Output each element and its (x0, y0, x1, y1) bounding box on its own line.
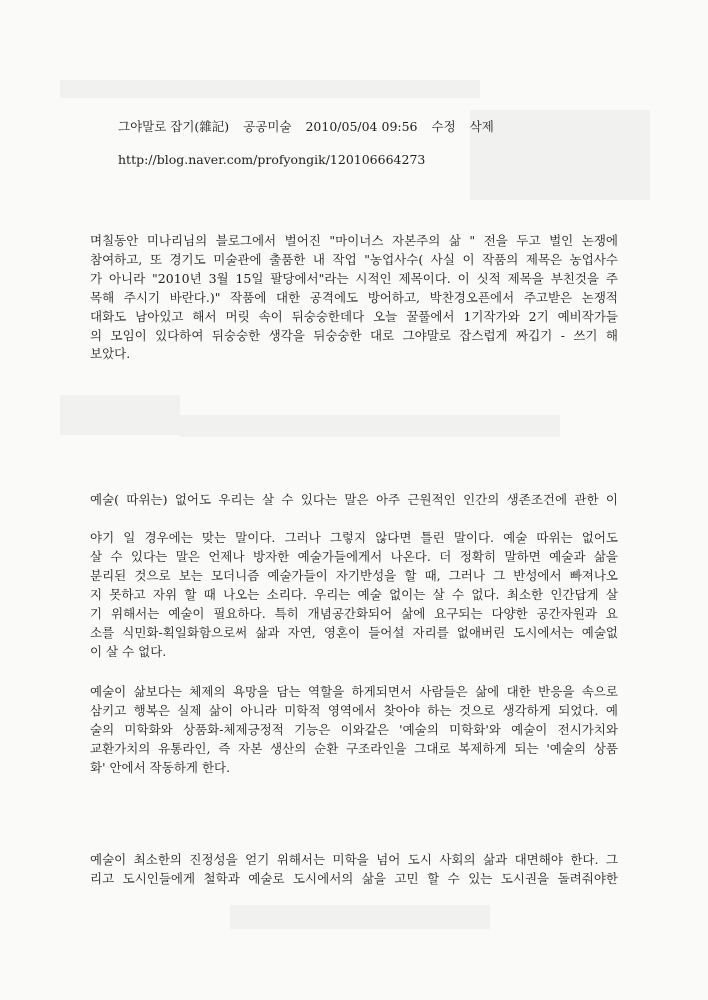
paragraph-1-line: 목해 주시기 바란다.)" 작품에 대한 공격에도 방어하고, 박찬경오픈에서 주고받은 논쟁적 (90, 290, 618, 305)
post-datetime: 2010/05/04 09:56 (305, 119, 418, 134)
edit-link[interactable]: 수정 (431, 119, 456, 134)
post-meta (118, 117, 504, 135)
paragraph-2-line: 이 살 수 없다. (90, 644, 167, 659)
paragraph-1-line: 가 아니라 "2010년 3월 15일 팔당에서"라는 시적인 제목이다. 이 싯적 제목을 부친것을 주 (90, 271, 618, 286)
post-url[interactable]: http://blog.naver.com/profyongik/120106664273 (118, 152, 426, 167)
paragraph-2-line: 기 위해서는 예술이 필요하다. 특히 개념공간화되어 삶에 요구되는 다양한 공간자원과 요 (90, 606, 618, 621)
paragraph-1-line: 보았다. (90, 346, 131, 361)
paragraph-2-line: 예술( 따위는) 없어도 우리는 살 수 있다는 말은 아주 근원적인 인간의 생존조건에 관한 이 (90, 492, 618, 507)
delete-link[interactable]: 삭제 (469, 119, 494, 134)
bleed-through-mark (180, 415, 560, 437)
post-category[interactable]: 공공미술 (243, 119, 292, 134)
post-title: 그야말로 잡기(雜記) (118, 119, 230, 134)
paragraph-2-line: 지 못하고 자위 할 때 나오는 소리다. 우리는 예술 없이는 살 수 없다. 최소한 인간답게 살 (90, 587, 618, 602)
paragraph-1-line: 참여하고, 또 경기도 미술관에 출품한 내 작업 "농업사수( 사실 이 작품의 제목은 농업사수 (90, 252, 618, 267)
paragraph-3-line: 삼키고 행복은 실제 삶이 아니라 미학적 영역에서 찾아야 하는 것으로 생각하게 되었다. 예 (90, 703, 618, 718)
paragraph-4-line: 예술이 최소한의 진정성을 얻기 위해서는 미학을 넘어 도시 사회의 삶과 대면해야 한다. 그 (90, 852, 618, 867)
bleed-through-mark (230, 905, 490, 929)
paragraph-1-line: 의 모임이 있다하여 뒤숭숭한 생각을 뒤숭숭한 대로 그야말로 잡스럽게 짜깁기 - 쓰기 해 (90, 328, 618, 343)
paragraph-1-line: 대화도 남아있고 해서 머릿 속이 뒤숭숭한데다 오늘 꿀풀에서 1기작가와 2기 예비작가들 (90, 309, 618, 324)
paragraph-3-line: 교환가치의 유통라인, 즉 자본 생산의 순환 구조라인을 그대로 복제하게 되는 '예술의 상품 (90, 741, 618, 756)
paragraph-2-line: 소를 식민화-획일화함으로써 삶과 자연, 영혼이 들어설 자리를 없애버린 도시에서는 예술없 (90, 625, 618, 640)
paragraph-3-line: 술의 미학화와 상품화-체제긍정적 기능은 이와같은 '예술의 미학화'와 예술이 전시가치와 (90, 722, 618, 737)
paragraph-4-line: 리고 도시인들에게 철학과 예술로 도시에서의 삶을 고민 할 수 있는 도시권을 돌려줘야한 (90, 871, 618, 886)
paragraph-3-line: 예술이 삶보다는 체제의 욕망을 담는 역할을 하게되면서 사람들은 삶에 대한 반응을 속으로 (90, 684, 618, 699)
paragraph-2-line: 분리된 것으로 보는 모더니즘 예술가들이 자기반성을 할 때, 그러나 그 반성에서 빠져나오 (90, 568, 618, 583)
paragraph-2-line: 야기 일 경우에는 맞는 말이다. 그러나 그렇지 않다면 틀린 말이다. 예술 따위는 없어도 (90, 530, 618, 545)
paragraph-1-line: 며칠동안 미나리님의 블로그에서 벌어진 "마이너스 자본주의 삶 " 전을 두고 벌인 논쟁에 (90, 233, 618, 248)
paragraph-2-line: 살 수 있다는 말은 언제나 방자한 예술가들에게서 나온다. 더 정확히 말하면 예술과 삶을 (90, 549, 618, 564)
paragraph-3-line: 화' 안에서 작동하게 한다. (90, 760, 231, 775)
bleed-through-mark (60, 395, 180, 435)
bleed-through-mark (60, 80, 480, 98)
